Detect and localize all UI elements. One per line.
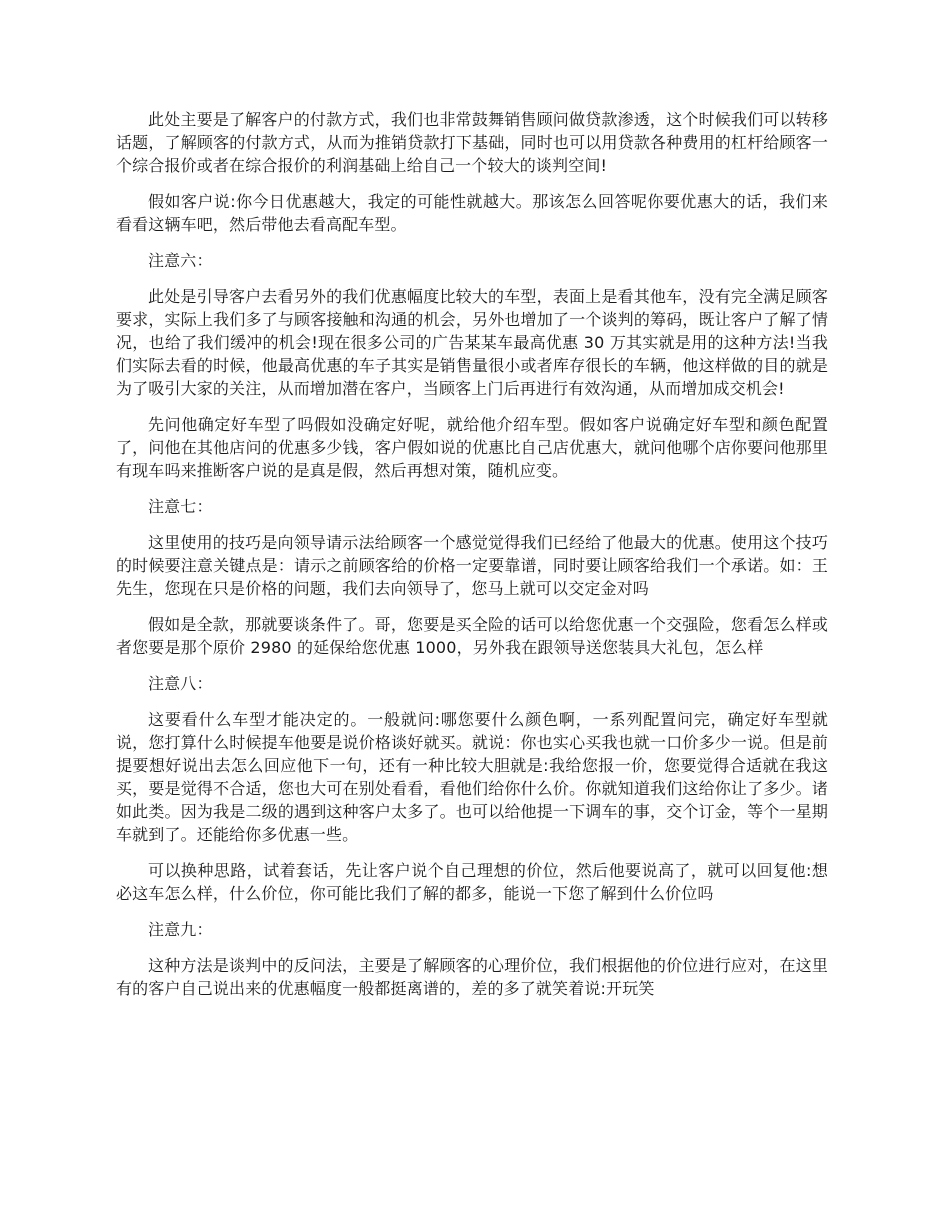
paragraph-ask-leader: 这里使用的技巧是向领导请示法给顾客一个感觉觉得我们已经给了他最大的优惠。使用这个技巧的时候要注意关键点是：请示之前顾客给的价格一定要靠谱，同时要让顾客给我们一个承诺。如：王先生，您现在只是价格的问题，我们去向领导了，您马上就可以交定金对吗 [116,533,828,598]
paragraph-payment-method: 此处主要是了解客户的付款方式，我们也非常鼓舞销售顾问做贷款渗透，这个时候我们可以转移话题，了解顾客的付款方式，从而为推销贷款打下基础，同时也可以用贷款各种费用的杠杆给顾客一个综合报价或者在综合报价的利润基础上给自己一个较大的谈判空间! [116,110,828,175]
heading-note-nine: 注意九： [148,920,213,939]
paragraph-counter-question: 这种方法是谈判中的反问法，主要是了解顾客的心理价位，我们根据他的价位进行应对，在这里有的客户自己说出来的优惠幅度一般都挺离谱的，差的多了就笑着说:开玩笑 [116,956,828,998]
paragraph-guide-other-model: 此处是引导客户去看另外的我们优惠幅度比较大的车型，表面上是看其他车，没有完全满足顾客要求，实际上我们多了与顾客接触和沟通的机会，另外也增加了一个谈判的筹码，既让客户了解了情况，也给了我们缓冲的机会!现在很多公司的广告某某车最高优惠 30 万其实就是用的这种方法!当我们实际去看的时候，他最高优惠的车子其实是销售量很小或者库存很长的车辆，他这样做的目的就是为了吸引大家的关注，从而增加潜在客户，当顾客上门后再进行有效沟通，从而增加成交机会! [116,287,828,398]
heading-note-six: 注意六： [148,251,213,270]
paragraph-confirm-model: 先问他确定好车型了吗假如没确定好呢，就给他介绍车型。假如客户说确定好车型和颜色配置了，问他在其他店问的优惠多少钱，客户假如说的优惠比自己店优惠大，就问他哪个店你要问他那里有现车吗来推断客户说的是真是假，然后再想对策，随机应变。 [116,415,828,480]
paragraph-ideal-price: 可以换种思路，试着套话，先让客户说个自己理想的价位，然后他要说高了，就可以回复他:想必这车怎么样，什么价位，你可能比我们了解的都多，能说一下您了解到什么价位吗 [116,861,828,903]
paragraph-model-decision: 这要看什么车型才能决定的。一般就问:哪您要什么颜色啊，一系列配置问完，确定好车型就说，您打算什么时候提车他要是说价格谈好就买。就说：你也实心买我也就一口价多少一说。但是前提要想好说出去怎么回应他下一句，还有一种比较大胆就是:我给您报一价，您要觉得合适就在我这买，要是觉得不合适，您也大可在别处看看，看他们给你什么价。你就知道我们这给你让了多少。诸如此类。因为我是二级的遇到这种客户太多了。也可以给他提一下调车的事，交个订金，等个一星期车就到了。还能给你多优惠一些。 [116,710,828,844]
heading-note-seven: 注意七： [148,497,213,516]
document-page [116,108,828,1013]
paragraph-full-payment: 假如是全款，那就要谈条件了。哥，您要是买全险的话可以给您优惠一个交强险，您看怎么样或者您要是那个原价 2980 的延保给您优惠 1000，另外我在跟领导送您装具大礼包，怎么样 [116,615,828,657]
paragraph-customer-discount: 假如客户说:你今日优惠越大，我定的可能性就越大。那该怎么回答呢你要优惠大的话，我们来看看这辆车吧，然后带他去看高配车型。 [116,192,828,234]
heading-note-eight: 注意八： [148,674,213,693]
